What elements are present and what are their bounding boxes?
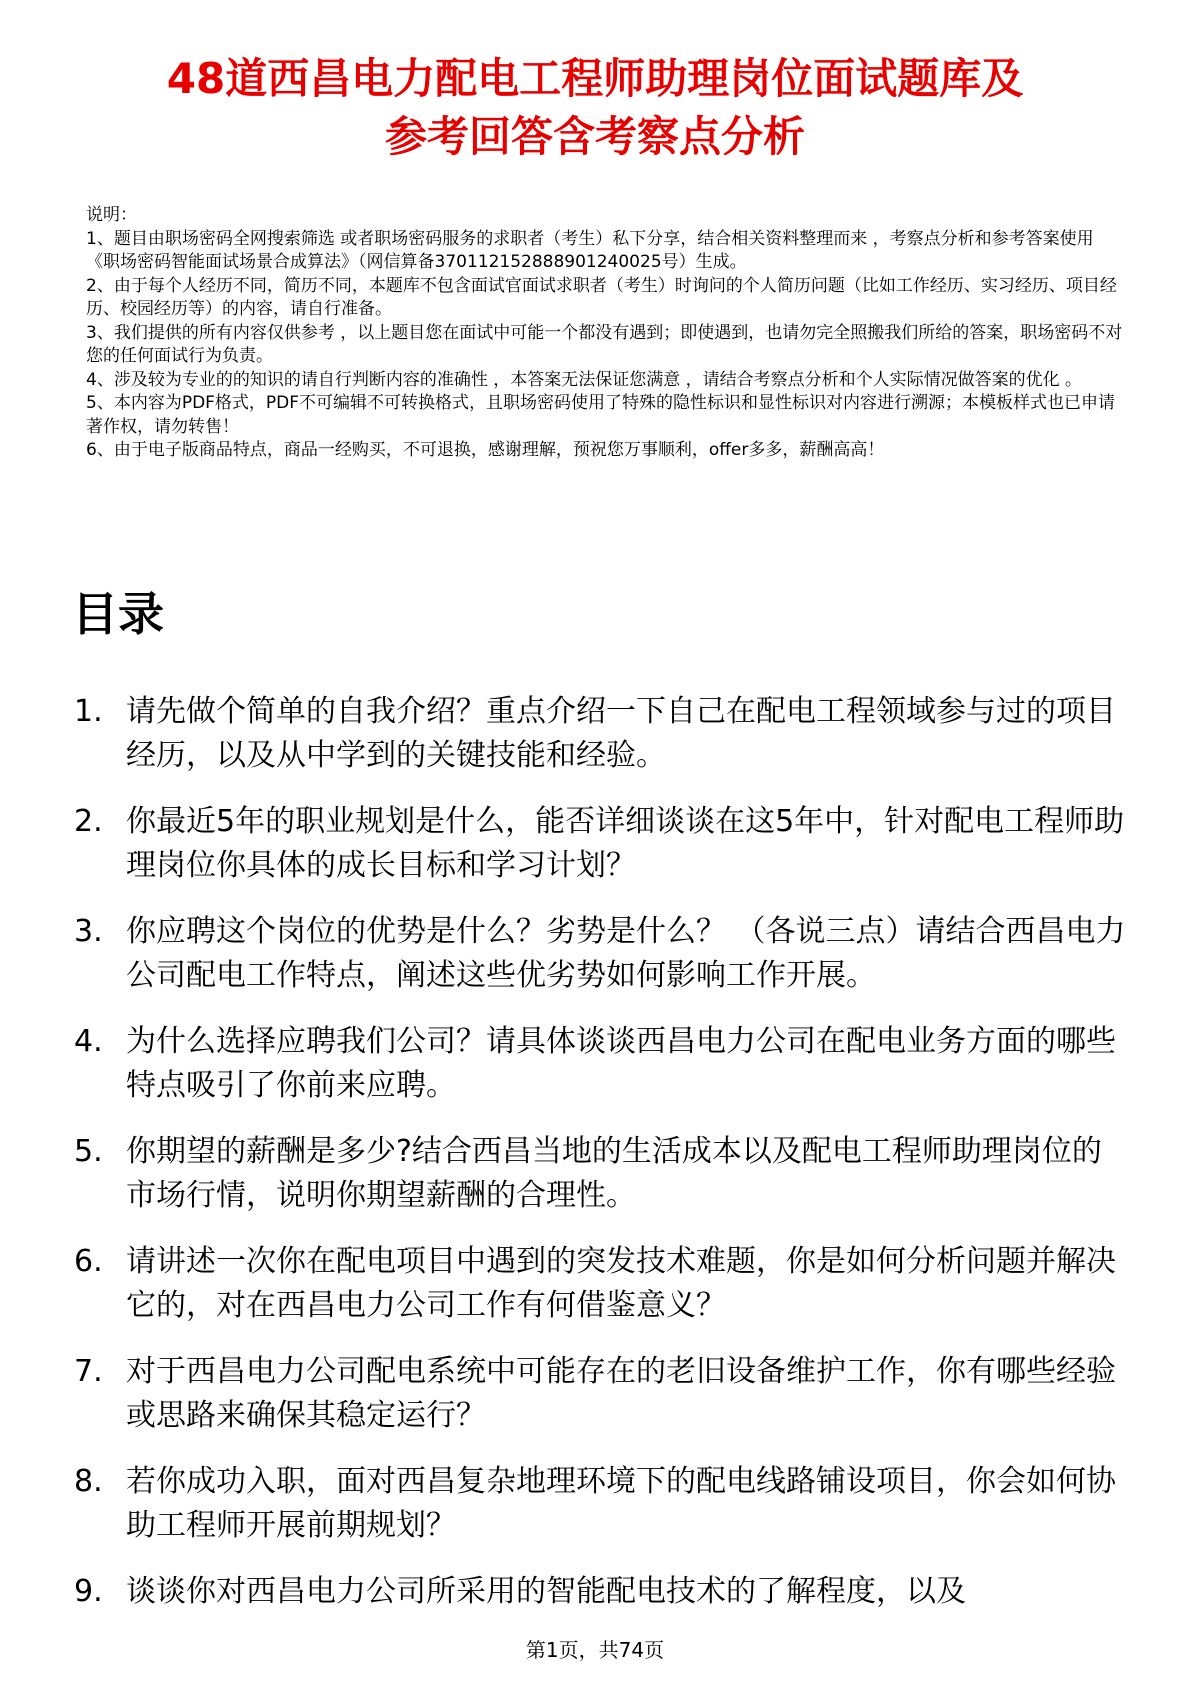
document-title bbox=[60, 50, 1130, 166]
title-line-2: 参考回答含考察点分析 bbox=[384, 112, 805, 161]
toc-item-number: 4. bbox=[74, 1024, 103, 1059]
toc-item-3[interactable] bbox=[0, 910, 1190, 998]
toc-item-text: 若你成功入职，面对西昌复杂地理环境下的配电线路铺设项目，你会如何协助工程师开展前期规划？ bbox=[126, 1464, 1116, 1543]
toc-list bbox=[0, 690, 1190, 1636]
page-footer: 第1页，共74页 bbox=[525, 1638, 665, 1662]
instruction-item-6: 6、由于电子版商品特点，商品一经购买，不可退换，感谢理解，预祝您万事顺利，offer多多，薪酬高高！ bbox=[86, 440, 885, 460]
toc-item-text: 你最近5年的职业规划是什么，能否详细谈谈在这5年中，针对配电工程师助理岗位你具体的成长目标和学习计划？ bbox=[126, 804, 1125, 883]
instruction-item-3: 3、我们提供的所有内容仅供参考 ，以上题目您在面试中可能一个都没有遇到；即使遇到，也请勿完全照搬我们所给的答案，职场密码不对您的任何面试行为负责。 bbox=[86, 322, 1123, 366]
toc-item-number: 8. bbox=[74, 1464, 103, 1499]
toc-item-6[interactable] bbox=[0, 1240, 1190, 1328]
toc-item-9[interactable] bbox=[0, 1570, 1190, 1614]
title-line-1: 48道西昌电力配电工程师助理岗位面试题库及 bbox=[166, 54, 1024, 103]
toc-item-1[interactable] bbox=[0, 690, 1190, 778]
toc-item-5[interactable] bbox=[0, 1130, 1190, 1218]
toc-item-number: 5. bbox=[74, 1134, 103, 1169]
toc-item-text: 请讲述一次你在配电项目中遇到的突发技术难题，你是如何分析问题并解决它的，对在西昌电力公司工作有何借鉴意义？ bbox=[126, 1244, 1116, 1323]
toc-item-7[interactable] bbox=[0, 1350, 1190, 1438]
instruction-item-5: 5、本内容为PDF格式，PDF不可编辑不可转换格式，且职场密码使用了特殊的隐性标识和显性标识对内容进行溯源；本模板样式也已申请著作权，请勿转售！ bbox=[86, 393, 1116, 437]
toc-item-number: 6. bbox=[74, 1244, 103, 1279]
toc-item-number: 7. bbox=[74, 1354, 103, 1389]
toc-item-8[interactable] bbox=[0, 1460, 1190, 1548]
toc-item-number: 9. bbox=[74, 1574, 103, 1609]
toc-item-text: 你应聘这个岗位的优势是什么？劣势是什么？ （各说三点）请结合西昌电力公司配电工作特点，阐述这些优劣势如何影响工作开展。 bbox=[126, 914, 1126, 993]
toc-item-number: 1. bbox=[74, 694, 103, 729]
toc-item-2[interactable] bbox=[0, 800, 1190, 888]
toc-heading: 目录 bbox=[72, 587, 164, 641]
instruction-item-1: 1、题目由职场密码全网搜索筛选 或者职场密码服务的求职者（考生）私下分享，结合相关资料整理而来 ，考察点分析和参考答案使用《职场密码智能面试场景合成算法》（网信算备370112152888901240025号）生成。 bbox=[86, 228, 1094, 272]
toc-item-number: 3. bbox=[74, 914, 103, 949]
instruction-item-2: 2、由于每个人经历不同，简历不同，本题库不包含面试官面试求职者（考生）时询问的个人简历问题（比如工作经历、实习经历、项目经历、校园经历等）的内容，请自行准备。 bbox=[86, 275, 1117, 319]
toc-item-text: 为什么选择应聘我们公司？请具体谈谈西昌电力公司在配电业务方面的哪些特点吸引了你前来应聘。 bbox=[126, 1024, 1116, 1103]
toc-item-text: 谈谈你对西昌电力公司所采用的智能配电技术的了解程度，以及 bbox=[126, 1574, 966, 1609]
instructions-heading: 说明： bbox=[86, 205, 137, 225]
instruction-item-4: 4、涉及较为专业的的知识的请自行判断内容的准确性 ，本答案无法保证您满意 ，请结合考察点分析和个人实际情况做答案的优化 。 bbox=[86, 369, 1083, 390]
toc-item-text: 请先做个简单的自我介绍？重点介绍一下自己在配电工程领域参与过的项目经历，以及从中学到的关键技能和经验。 bbox=[126, 694, 1116, 773]
toc-item-4[interactable] bbox=[0, 1020, 1190, 1108]
toc-item-number: 2. bbox=[74, 804, 103, 839]
instructions-block bbox=[86, 204, 1126, 463]
toc-item-text: 对于西昌电力公司配电系统中可能存在的老旧设备维护工作，你有哪些经验或思路来确保其稳定运行？ bbox=[126, 1354, 1116, 1433]
toc-item-text: 你期望的薪酬是多少?结合西昌当地的生活成本以及配电工程师助理岗位的市场行情，说明你期望薪酬的合理性。 bbox=[126, 1134, 1102, 1213]
